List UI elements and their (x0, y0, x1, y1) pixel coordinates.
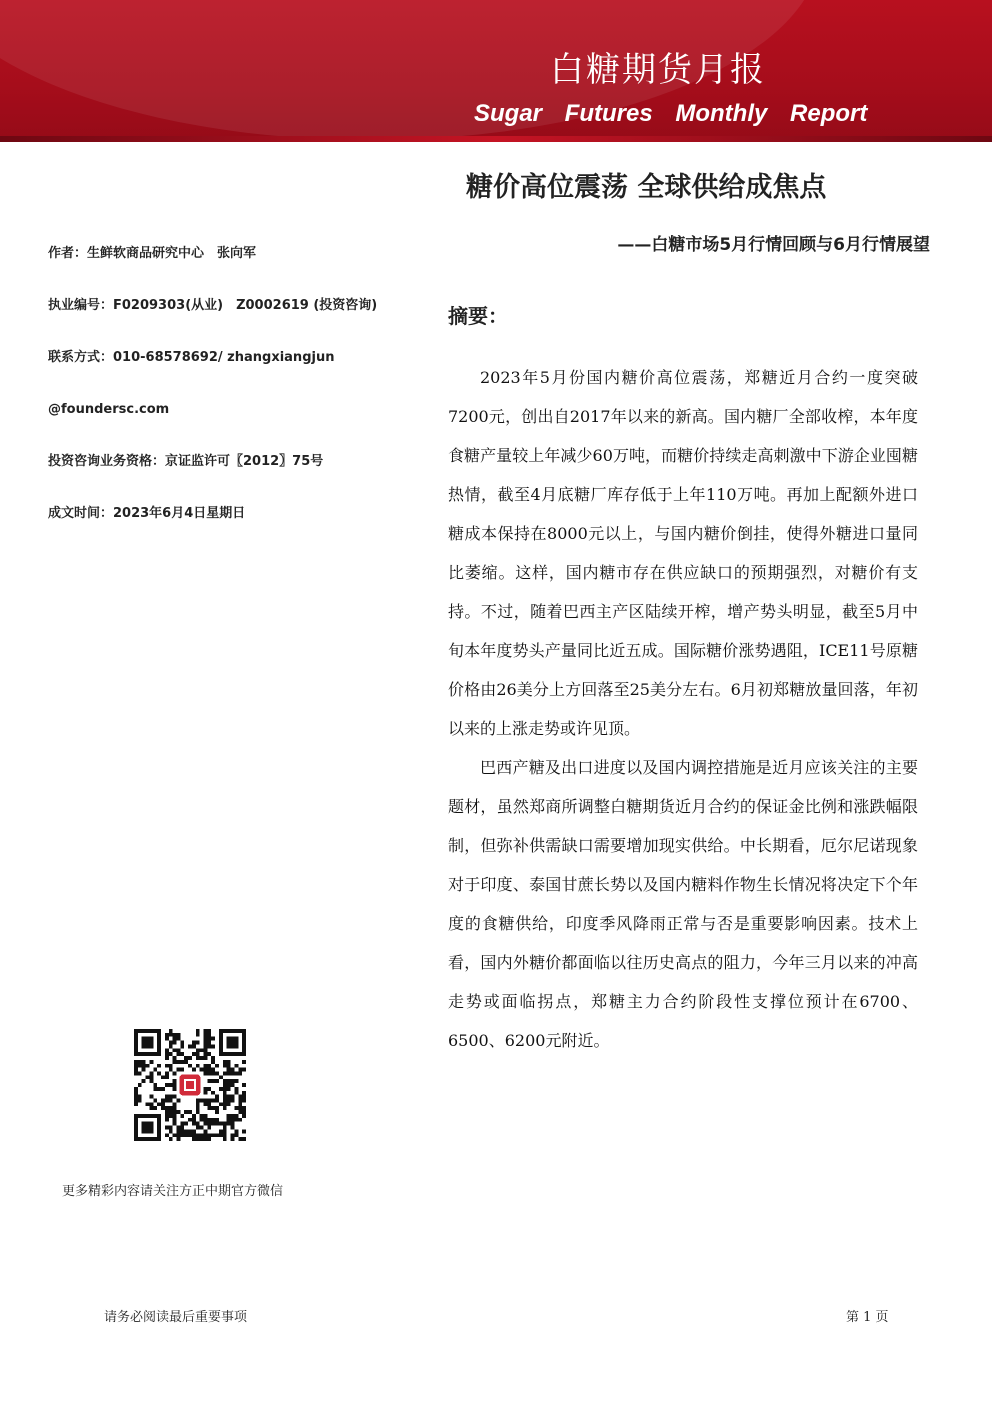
report-title-english: Sugar Futures Monthly Report (474, 100, 868, 127)
report-title-chinese: 白糖期货月报 (550, 50, 766, 90)
author-line: 作者：生鲜软商品研究中心 张向军 (48, 246, 257, 261)
banner-bottom-stripe (0, 136, 992, 142)
footer-notice: 请务必阅读最后重要事项 (104, 1310, 248, 1325)
page-number: 第 1 页 (846, 1310, 889, 1325)
contact-email-line: @foundersc.com (48, 402, 170, 417)
summary-body (448, 358, 918, 1060)
document-subtitle: ——白糖市场5月行情回顾与6月行情展望 (617, 235, 930, 255)
author-info (48, 244, 428, 556)
document-title: 糖价高位震荡 全球供给成焦点 (466, 172, 827, 203)
header-banner (0, 0, 992, 142)
summary-paragraph-2: 巴西产糖及出口进度以及国内调控措施是近月应该关注的主要题材，虽然郑商所调整白糖期货近月合约的保证金比例和涨跌幅限制，但弥补供需缺口需要增加现实供给。中长期看，厄尔尼诺现象对于印度、泰国甘蔗长势以及国内糖料作物生长情况将决定下个年度的食糖供给，印度季风降雨正常与否是重要影响因素。技术上看，国内外糖价都面临以往历史高点的阻力，今年三月以来的冲高走势或面临拐点，郑糖主力合约阶段性支撑位预计在6700、6500、6200元附近。 (448, 758, 918, 1050)
summary-heading: 摘要： (448, 304, 508, 328)
qualification-line: 投资咨询业务资格：京证监许可〖2012〗75号 (48, 454, 324, 469)
summary-paragraph-1: 2023年5月份国内糖价高位震荡，郑糖近月合约一度突破7200元，创出自2017年以来的新高。国内糖厂全部收榨，本年度食糖产量较上年减少60万吨，而糖价持续走高刺激中下游企业囤糖热情，截至4月底糖厂库存低于上年110万吨。再加上配额外进口糖成本保持在8000元以上，与国内糖价倒挂，使得外糖进口量同比萎缩。这样，国内糖市存在供应缺口的预期强烈，对糖价有支持。不过，随着巴西主产区陆续开榨，增产势头明显，截至5月中旬本年度势头产量同比近五成。国际糖价涨势遇阻，ICE11号原糖价格由26美分上方回落至25美分左右。6月初郑糖放量回落，年初以来的上涨走势或许见顶。 (448, 368, 918, 738)
qr-logo-icon (180, 1075, 201, 1096)
license-number-line: 执业编号：F0209303(从业) Z0002619 (投资咨询) (48, 298, 378, 313)
contact-line: 联系方式：010-68578692/ zhangxiangjun (48, 350, 335, 365)
wechat-qr-code (134, 1029, 246, 1141)
qr-caption: 更多精彩内容请关注方正中期官方微信 (62, 1184, 284, 1199)
date-line: 成文时间：2023年6月4日星期日 (48, 506, 246, 521)
